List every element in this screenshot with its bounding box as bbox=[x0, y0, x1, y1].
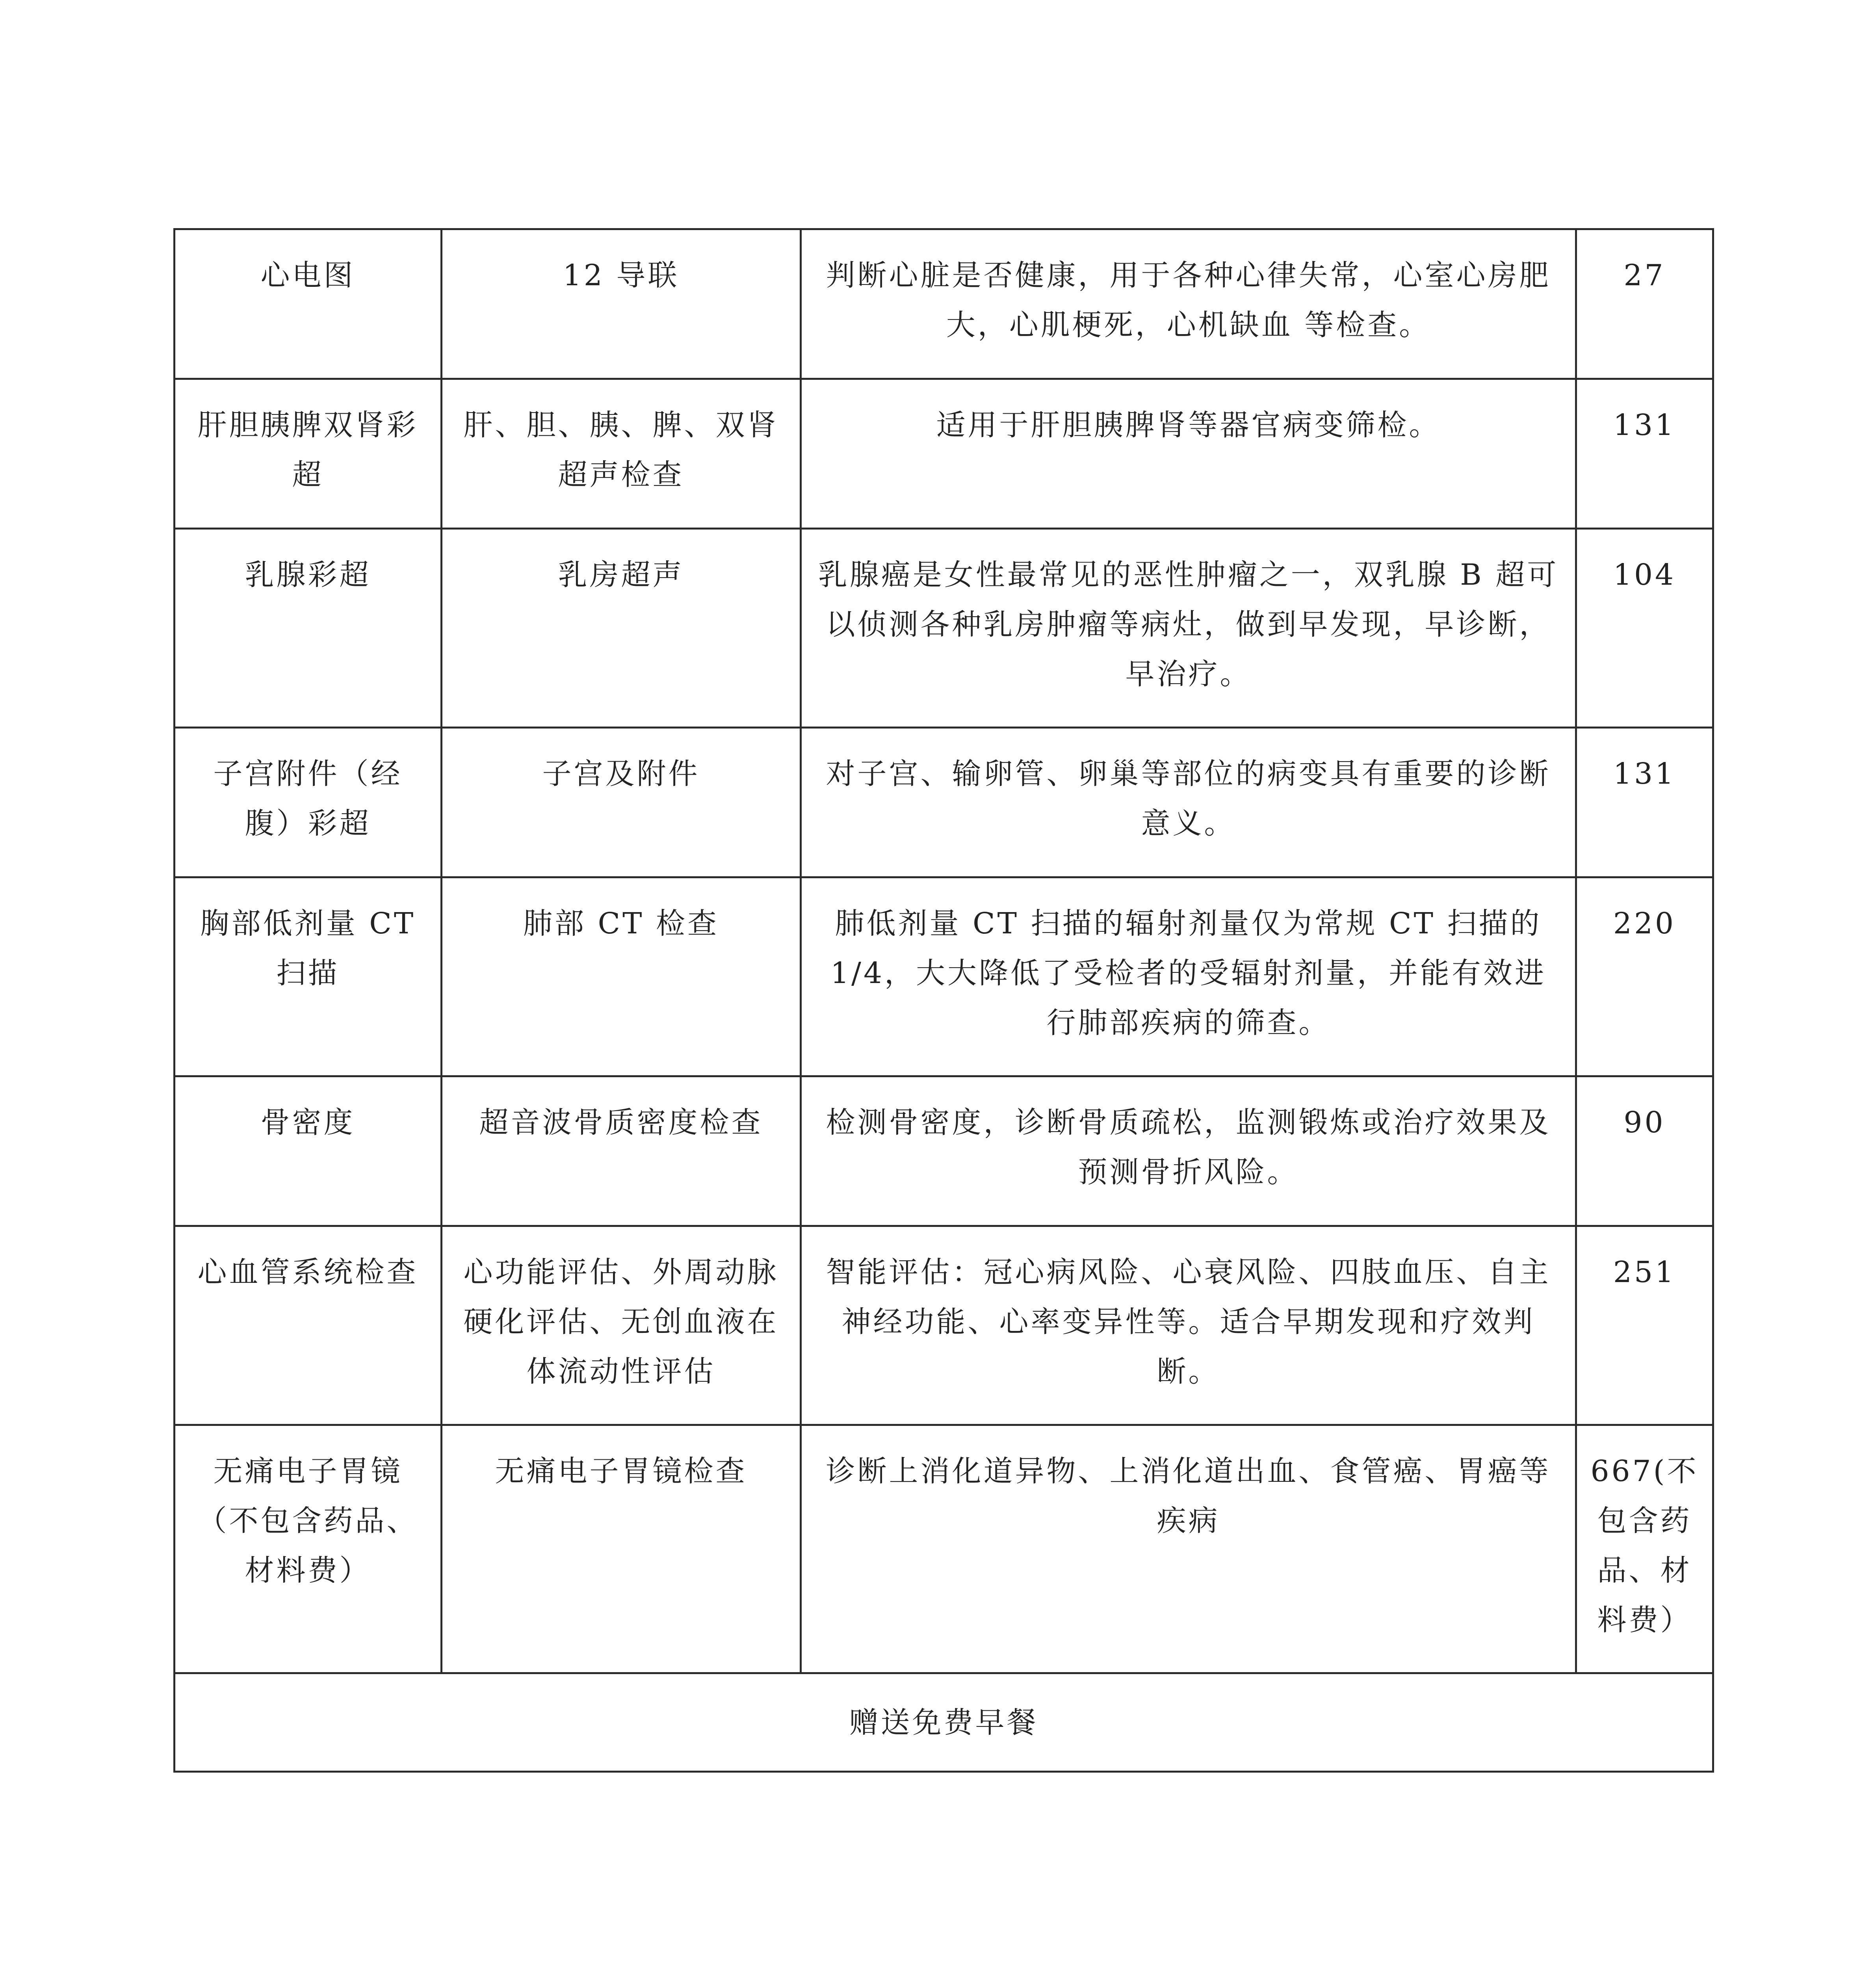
exam-name: 子宫附件（经腹）彩超 bbox=[175, 728, 442, 877]
exam-name: 无痛电子胃镜（不包含药品、材料费） bbox=[175, 1425, 442, 1673]
exam-item: 无痛电子胃镜检查 bbox=[442, 1425, 801, 1673]
exam-description: 智能评估：冠心病风险、心衰风险、四肢血压、自主神经功能、心率变异性等。适合早期发现和疗效判断。 bbox=[801, 1226, 1576, 1425]
exam-name: 心电图 bbox=[175, 229, 442, 379]
exam-price: 667(不包含药品、材料费） bbox=[1576, 1425, 1713, 1673]
exam-table bbox=[173, 228, 1714, 1773]
exam-price: 90 bbox=[1576, 1076, 1713, 1226]
exam-price: 27 bbox=[1576, 229, 1713, 379]
exam-price: 131 bbox=[1576, 379, 1713, 529]
table-row bbox=[175, 379, 1713, 529]
exam-description: 肺低剂量 CT 扫描的辐射剂量仅为常规 CT 扫描的 1/4，大大降低了受检者的受辐射剂量，并能有效进行肺部疾病的筛查。 bbox=[801, 877, 1576, 1076]
exam-price: 131 bbox=[1576, 728, 1713, 877]
exam-item: 乳房超声 bbox=[442, 529, 801, 728]
table-row bbox=[175, 529, 1713, 728]
exam-item: 心功能评估、外周动脉硬化评估、无创血液在体流动性评估 bbox=[442, 1226, 801, 1425]
exam-description: 判断心脏是否健康，用于各种心律失常，心室心房肥大，心肌梗死，心机缺血 等检查。 bbox=[801, 229, 1576, 379]
table-row bbox=[175, 1226, 1713, 1425]
table-row bbox=[175, 1076, 1713, 1226]
exam-description: 诊断上消化道异物、上消化道出血、食管癌、胃癌等疾病 bbox=[801, 1425, 1576, 1673]
exam-description: 检测骨密度，诊断骨质疏松，监测锻炼或治疗效果及预测骨折风险。 bbox=[801, 1076, 1576, 1226]
exam-item: 超音波骨质密度检查 bbox=[442, 1076, 801, 1226]
exam-price: 220 bbox=[1576, 877, 1713, 1076]
table-footer-row bbox=[175, 1673, 1713, 1772]
table-row bbox=[175, 229, 1713, 379]
exam-description: 乳腺癌是女性最常见的恶性肿瘤之一，双乳腺 B 超可以侦测各种乳房肿瘤等病灶，做到早发现，早诊断，早治疗。 bbox=[801, 529, 1576, 728]
exam-item: 子宫及附件 bbox=[442, 728, 801, 877]
exam-item: 12 导联 bbox=[442, 229, 801, 379]
exam-description: 适用于肝胆胰脾肾等器官病变筛检。 bbox=[801, 379, 1576, 529]
table-row bbox=[175, 1425, 1713, 1673]
free-breakfast-note: 赠送免费早餐 bbox=[175, 1673, 1713, 1772]
exam-item: 肝、胆、胰、脾、双肾超声检查 bbox=[442, 379, 801, 529]
exam-price: 104 bbox=[1576, 529, 1713, 728]
exam-name: 骨密度 bbox=[175, 1076, 442, 1226]
exam-item: 肺部 CT 检查 bbox=[442, 877, 801, 1076]
table-row bbox=[175, 728, 1713, 877]
exam-name: 胸部低剂量 CT 扫描 bbox=[175, 877, 442, 1076]
exam-name: 心血管系统检查 bbox=[175, 1226, 442, 1425]
table-row bbox=[175, 877, 1713, 1076]
exam-description: 对子宫、输卵管、卵巢等部位的病变具有重要的诊断意义。 bbox=[801, 728, 1576, 877]
exam-price: 251 bbox=[1576, 1226, 1713, 1425]
exam-name: 乳腺彩超 bbox=[175, 529, 442, 728]
exam-name: 肝胆胰脾双肾彩超 bbox=[175, 379, 442, 529]
